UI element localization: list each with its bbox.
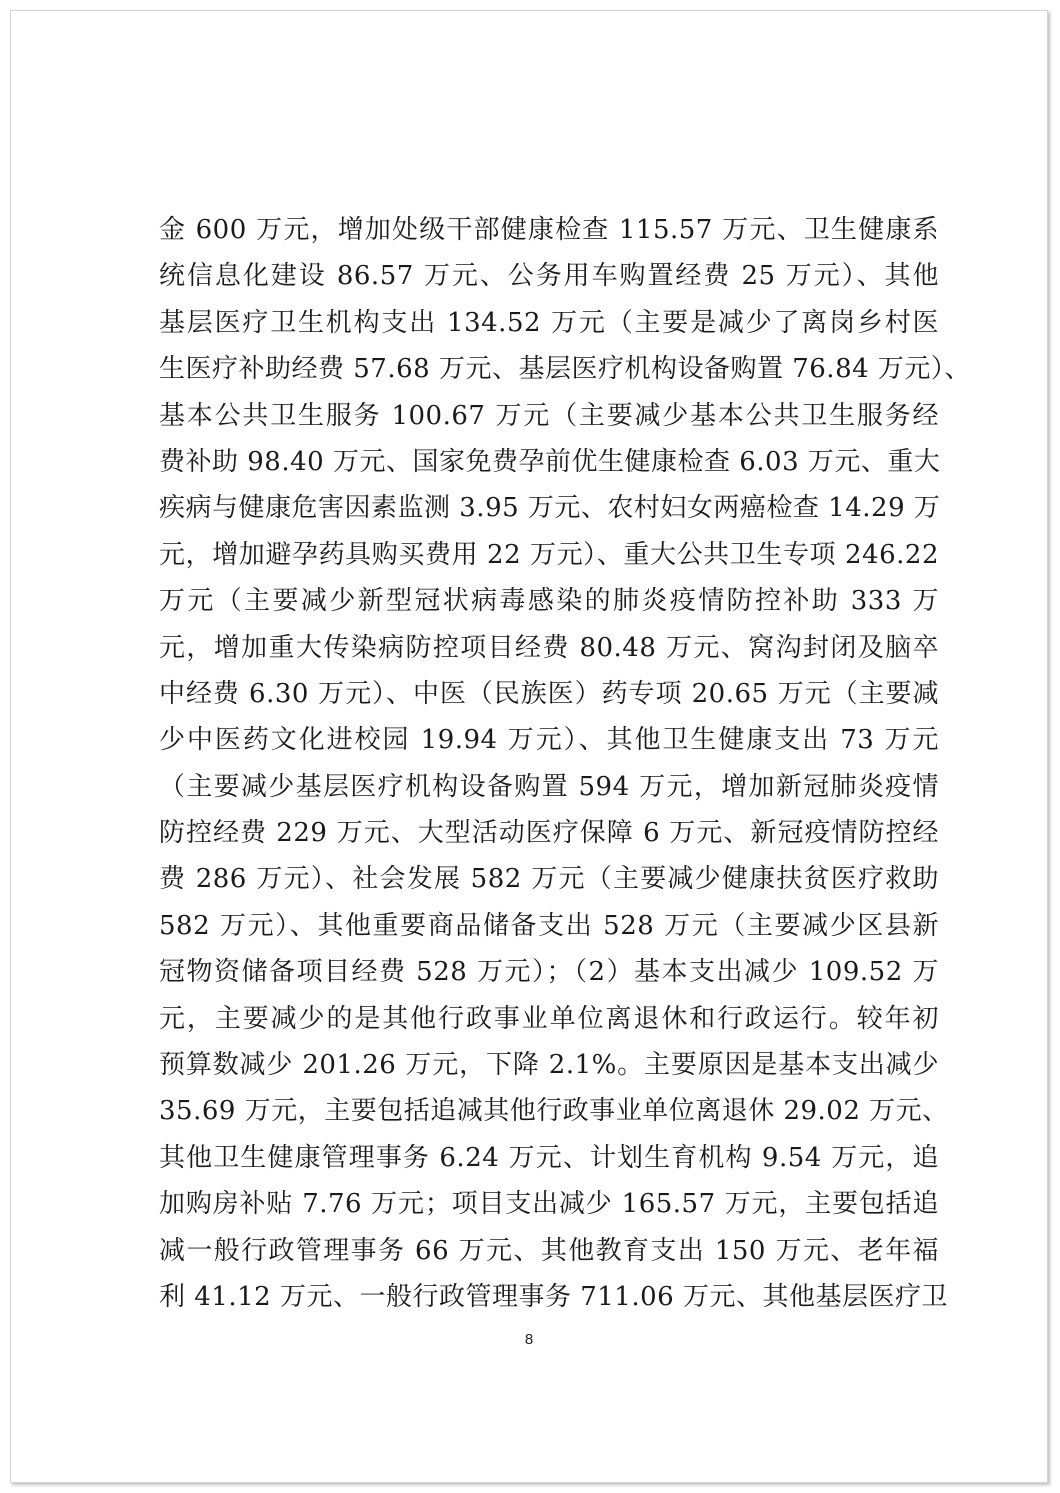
text-line: 防控经费 229 万元、大型活动医疗保障 6 万元、新冠疫情防控经: [159, 818, 939, 849]
text-line: 582 万元）、其他重要商品储备支出 528 万元（主要减少区县新: [159, 910, 939, 941]
body-paragraph: [159, 207, 971, 1320]
text-line: 预算数减少 201.26 万元，下降 2.1%。主要原因是基本支出减少: [159, 1050, 939, 1081]
text-line: 统信息化建设 86.57 万元、公务用车购置经费 25 万元）、其他: [159, 261, 939, 292]
text-line: 疾病与健康危害因素监测 3.95 万元、农村妇女两癌检查 14.29 万: [159, 493, 941, 524]
text-line: 基层医疗卫生机构支出 134.52 万元（主要是减少了离岗乡村医: [159, 307, 939, 338]
text-line: 加购房补贴 7.76 万元；项目支出减少 165.57 万元，主要包括追: [159, 1189, 939, 1220]
text-line: 中经费 6.30 万元）、中医（民族医）药专项 20.65 万元（主要减: [159, 678, 939, 709]
text-line: 少中医药文化进校园 19.94 万元）、其他卫生健康支出 73 万元: [159, 725, 939, 756]
text-line: 费 286 万元）、社会发展 582 万元（主要减少健康扶贫医疗救助: [159, 864, 939, 895]
text-line: 元，增加重大传染病防控项目经费 80.48 万元、窝沟封闭及脑卒: [159, 632, 939, 663]
text-line: 35.69 万元，主要包括追减其他行政事业单位离退休 29.02 万元、: [159, 1096, 949, 1127]
text-line: 费补助 98.40 万元、国家免费孕前优生健康检查 6.03 万元、重大: [159, 446, 941, 477]
text-line: 金 600 万元，增加处级干部健康检查 115.57 万元、卫生健康系: [159, 215, 939, 245]
text-line: （主要减少基层医疗机构设备购置 594 万元，增加新冠肺炎疫情: [159, 771, 939, 802]
page-number: 8: [524, 1331, 534, 1348]
text-line: 其他卫生健康管理事务 6.24 万元、计划生育机构 9.54 万元，追: [159, 1142, 939, 1173]
text-line: 减一般行政管理事务 66 万元、其他教育支出 150 万元、老年福: [159, 1235, 939, 1266]
text-line: 元，主要减少的是其他行政事业单位离退休和行政运行。较年初: [159, 1003, 939, 1034]
text-line: 冠物资储备项目经费 528 万元）；（2）基本支出减少 109.52 万: [159, 957, 939, 988]
text-line: 基本公共卫生服务 100.67 万元（主要减少基本公共卫生服务经: [159, 400, 939, 431]
document-page: [10, 10, 1048, 1483]
text-line: 元，增加避孕药具购买费用 22 万元）、重大公共卫生专项 246.22: [159, 539, 939, 570]
text-line: 利 41.12 万元、一般行政管理事务 711.06 万元、其他基层医疗卫: [159, 1281, 948, 1312]
text-line: 生医疗补助经费 57.68 万元、基层医疗机构设备购置 76.84 万元）、: [159, 354, 971, 385]
text-line: 万元（主要减少新型冠状病毒感染的肺炎疫情防控补助 333 万: [159, 586, 939, 617]
